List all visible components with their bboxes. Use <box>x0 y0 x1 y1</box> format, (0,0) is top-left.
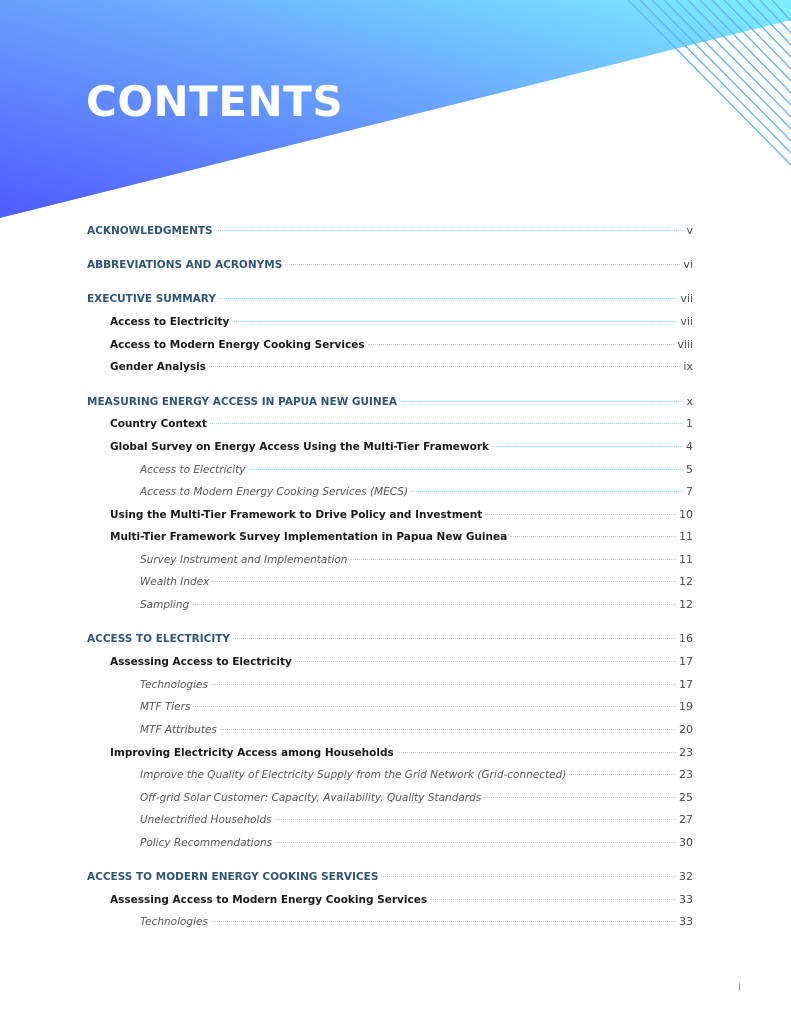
toc-label: ACCESS TO MODERN ENERGY COOKING SERVICES <box>87 871 379 883</box>
dot-leader <box>411 491 683 492</box>
toc-page-number: 27 <box>679 813 693 826</box>
toc-entry-executive-summary[interactable] <box>87 289 693 309</box>
toc-entry-wealth-index[interactable] <box>140 572 693 592</box>
toc-page-number: vii <box>680 315 693 328</box>
toc-entry-sampling[interactable] <box>140 595 693 615</box>
toc-label: Access to Modern Energy Cooking Services (MECS) <box>140 486 409 498</box>
toc-page-number: 12 <box>679 598 693 611</box>
toc-label: MTF Attributes <box>140 724 217 736</box>
toc-label: ACKNOWLEDGMENTS <box>87 225 213 237</box>
dot-leader <box>485 514 676 515</box>
toc-label: Unelectrified Households <box>140 814 272 826</box>
toc-label: Assessing Access to Electricity <box>110 656 292 668</box>
dot-leader <box>285 264 680 265</box>
toc-entry-mtf-survey-implementation[interactable] <box>110 527 693 547</box>
toc-label: MEASURING ENERGY ACCESS IN PAPUA NEW GUINEA <box>87 396 397 408</box>
toc-page-number: 17 <box>679 655 693 668</box>
toc-entry-survey-instrument[interactable] <box>140 550 693 570</box>
toc-label: ACCESS TO ELECTRICITY <box>87 633 231 645</box>
toc-page-number: 25 <box>679 791 693 804</box>
toc-entry-access-to-electricity-chapter[interactable] <box>87 629 693 649</box>
toc-label: Sampling <box>140 599 190 611</box>
toc-page-number: 30 <box>679 836 693 849</box>
dot-leader <box>350 559 676 560</box>
dot-leader <box>295 661 676 662</box>
toc-entry-policy-recommendations[interactable] <box>140 833 693 853</box>
toc-page-number: 10 <box>679 508 693 521</box>
dot-leader <box>210 423 683 424</box>
toc-page-number: 23 <box>679 746 693 759</box>
toc-label: Access to Electricity <box>140 464 246 476</box>
dot-leader <box>275 819 676 820</box>
toc-label: Multi-Tier Framework Survey Implementation in Papua New Guinea <box>110 531 508 543</box>
toc-page-number: vii <box>680 292 693 305</box>
toc-page-number: 1 <box>686 417 693 430</box>
dot-leader <box>492 446 683 447</box>
toc-page-number: viii <box>677 338 693 351</box>
toc-entry-technologies-mecs[interactable] <box>140 912 693 932</box>
toc-page-number: ix <box>683 360 693 373</box>
dot-leader <box>381 876 676 877</box>
dot-leader <box>193 706 676 707</box>
toc-label: EXECUTIVE SUMMARY <box>87 293 216 305</box>
page-number: i <box>738 980 742 993</box>
dot-leader <box>397 752 676 753</box>
dot-leader <box>211 684 676 685</box>
toc-label: Technologies <box>140 679 208 691</box>
dot-leader <box>400 401 683 402</box>
toc-page-number: 4 <box>686 440 693 453</box>
toc-label: Using the Multi-Tier Framework to Drive Policy and Investment <box>110 509 483 521</box>
toc-page-number: 7 <box>686 485 693 498</box>
dot-leader <box>249 469 683 470</box>
dot-leader <box>484 797 676 798</box>
toc-page-number: 23 <box>679 768 693 781</box>
dot-leader <box>510 536 676 537</box>
toc-page-number: v <box>686 224 693 237</box>
toc-label: Global Survey on Energy Access Using the Multi-Tier Framework <box>110 441 489 453</box>
toc-page-number: 5 <box>686 463 693 476</box>
toc-page-number: x <box>686 395 693 408</box>
dot-leader <box>233 638 676 639</box>
dot-leader <box>232 321 677 322</box>
toc-label: ABBREVIATIONS AND ACRONYMS <box>87 259 283 271</box>
toc-page-number: 11 <box>679 553 693 566</box>
toc-label: Country Context <box>110 418 207 430</box>
toc-label: Survey Instrument and Implementation <box>140 554 348 566</box>
dot-leader <box>368 344 675 345</box>
toc-label: Assessing Access to Modern Energy Cooking Services <box>110 894 428 906</box>
dot-leader <box>216 230 684 231</box>
dot-leader <box>219 298 677 299</box>
toc-entry-gender-analysis[interactable] <box>110 357 693 377</box>
toc-label: Access to Electricity <box>110 316 230 328</box>
toc-page-number: 17 <box>679 678 693 691</box>
toc-label: Technologies <box>140 916 208 928</box>
toc-entry-mtf-tiers[interactable] <box>140 697 693 717</box>
toc-entry-mtf-attributes[interactable] <box>140 720 693 740</box>
toc-page-number: 19 <box>679 700 693 713</box>
toc-page-number: 33 <box>679 915 693 928</box>
toc-page-number: 16 <box>679 632 693 645</box>
dot-leader <box>430 899 676 900</box>
toc-label: Policy Recommendations <box>140 837 273 849</box>
toc-entry-assessing-access-electricity[interactable] <box>110 652 693 672</box>
dot-leader <box>220 729 676 730</box>
toc-entry-improving-electricity-access[interactable] <box>110 743 693 763</box>
toc-entry-using-mtf[interactable] <box>110 505 693 525</box>
toc-entry-global-survey[interactable] <box>110 437 693 457</box>
toc-page-number: 33 <box>679 893 693 906</box>
toc-entry-access-to-electricity[interactable] <box>110 312 693 332</box>
toc-label: Off-grid Solar Customer: Capacity, Availability, Quality Standards <box>140 792 482 804</box>
toc-entry-access-to-mecs-sub[interactable] <box>140 482 693 502</box>
toc-page-number: 32 <box>679 870 693 883</box>
toc-entry-access-to-mecs-chapter[interactable] <box>87 867 693 887</box>
toc-label: Improving Electricity Access among Households <box>110 747 394 759</box>
toc-label: Improve the Quality of Electricity Supply from the Grid Network (Grid-connected) <box>140 769 567 781</box>
page-title: CONTENTS <box>86 77 344 126</box>
dot-leader <box>211 921 676 922</box>
toc-entry-assessing-access-mecs[interactable] <box>110 890 693 910</box>
toc-entry-access-to-electricity-sub[interactable] <box>140 460 693 480</box>
toc-entry-unelectrified-households[interactable] <box>140 810 693 830</box>
toc-entry-country-context[interactable] <box>110 414 693 434</box>
dot-leader <box>275 842 676 843</box>
toc-label: Wealth Index <box>140 576 210 588</box>
toc-page-number: 11 <box>679 530 693 543</box>
toc-entry-measuring-energy-access[interactable] <box>87 392 693 412</box>
dot-leader <box>569 774 676 775</box>
toc-entry-improve-quality-grid[interactable] <box>140 765 693 785</box>
toc-page-number: 20 <box>679 723 693 736</box>
toc-label: MTF Tiers <box>140 701 191 713</box>
dot-leader <box>209 366 681 367</box>
toc-entry-abbreviations[interactable] <box>87 255 693 275</box>
toc-entry-acknowledgments[interactable] <box>87 221 693 241</box>
toc-page-number: vi <box>683 258 693 271</box>
dot-leader <box>192 604 676 605</box>
dot-leader <box>212 581 676 582</box>
toc-label: Access to Modern Energy Cooking Services <box>110 339 365 351</box>
toc-page-number: 12 <box>679 575 693 588</box>
toc-entry-access-to-mecs[interactable] <box>110 335 693 355</box>
toc-label: Gender Analysis <box>110 361 206 373</box>
toc-entry-technologies[interactable] <box>140 675 693 695</box>
toc-entry-off-grid-solar[interactable] <box>140 788 693 808</box>
